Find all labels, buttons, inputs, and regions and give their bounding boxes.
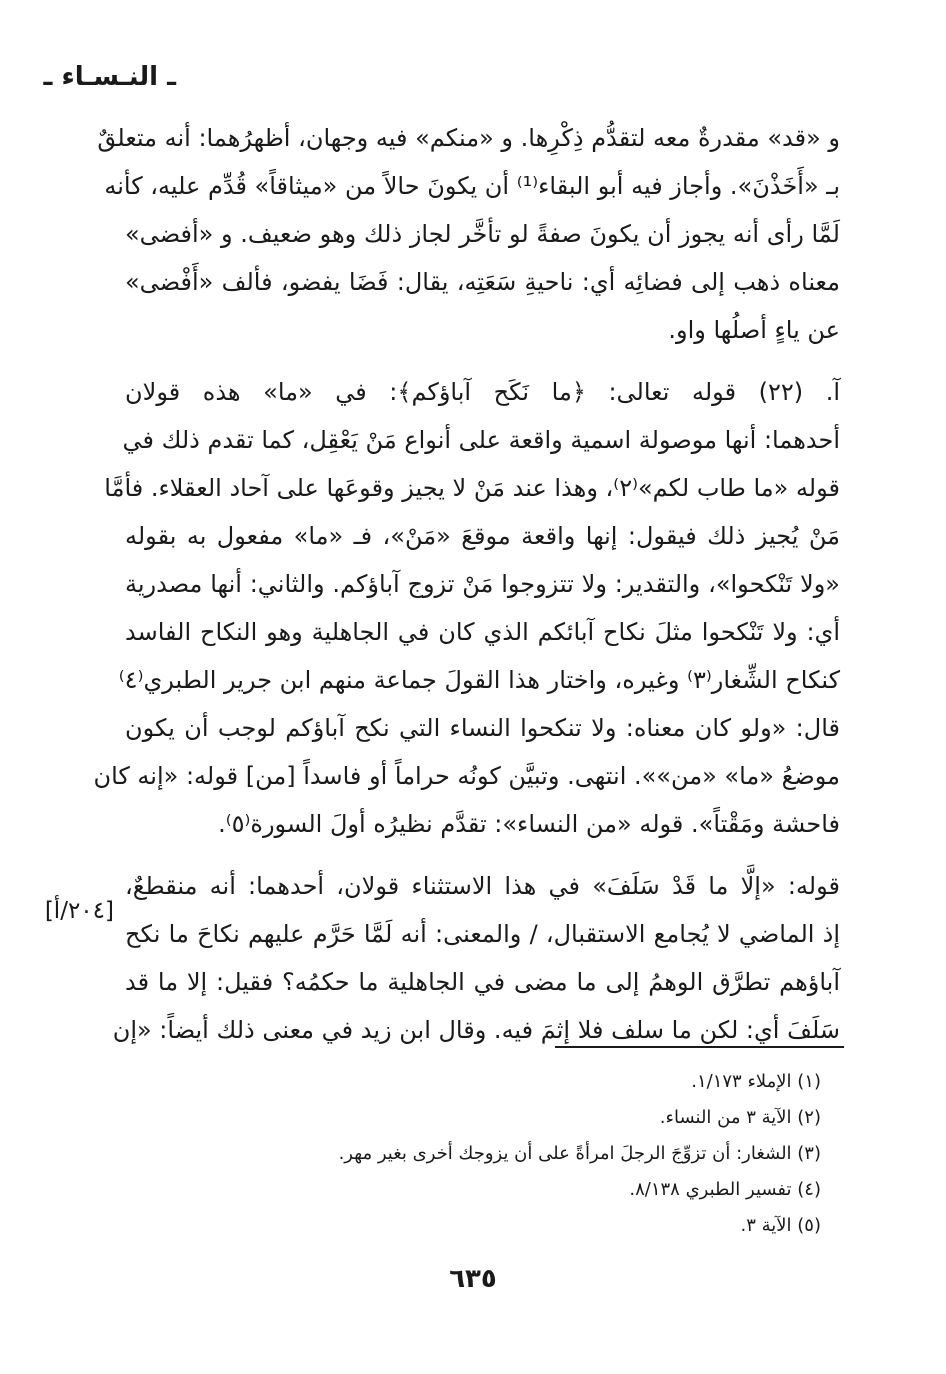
main-text — [93, 114, 840, 1054]
page-number: ٦٣٥ — [449, 1264, 497, 1294]
text-line: قوله «ما طاب لكم»⁽٢⁾، وهذا عند مَنْ لا يجيز وقوعَها على آحاد العقلاء. فأمَّا — [104, 474, 840, 502]
paragraph-1 — [97, 114, 840, 354]
text-line: قوله: «إلَّا ما قَدْ سَلَفَ» في هذا الاستثناء قولان، أحدهما: أنه منقطعٌ، — [125, 872, 840, 900]
footnote: (١) الإملاء ١/١٧٣. — [691, 1071, 821, 1092]
paragraph-3 — [112, 862, 840, 1054]
footnotes — [339, 1064, 821, 1244]
paragraph-2 — [93, 368, 840, 848]
text-line: و «قد» مقدرةٌ معه لتقدُّم ذِكْرِها. و «منكم» فيه وجهان، أظهرُهما: أنه متعلقٌ — [97, 124, 840, 152]
manuscript-folio-marker: [٢٠٤/أ] — [44, 898, 114, 924]
text-line: قال: «ولو كان معناه: ولا تنكحوا النساء التي نكح آباؤكم لوجب أن يكون — [125, 714, 840, 742]
text-line: فاحشة ومَقْتاً». قوله «من النساء»: تقدَّم نظيرُه أولَ السورة⁽٥⁾. — [218, 810, 840, 838]
text-line: آباؤهم تطرَّق الوهمُ إلى ما مضى في الجاهلية ما حكمُه؟ فقيل: إلا ما قد — [125, 968, 840, 996]
text-line: لَمَّا رأى أنه يجوز أن يكونَ صفةً لو تأخَّر لجاز ذلك وهو ضعيف. و «أفضى» — [125, 220, 840, 248]
footnote: (٤) تفسير الطبري ٨/١٣٨. — [629, 1179, 821, 1200]
text-line: سَلَفَ أي: لكن ما سلف فلا إثمَ فيه. وقال ابن زيد في معنى ذلك أيضاً: «إن — [112, 1016, 840, 1044]
text-line: معناه ذهب إلى فضائِه أي: ناحيةِ سَعَتِه، يقال: فَضَا يفضو، فألف «أَفْضى» — [125, 268, 840, 296]
text-line: موضعُ «ما» «من»». انتهى. وتبيَّن كونُه حراماً أو فاسداً [من] قوله: «إنه كان — [93, 762, 840, 790]
footnote: (٢) الآية ٣ من النساء. — [659, 1107, 821, 1128]
text-line: مَنْ يُجيز ذلك فيقول: إنها واقعة موقعَ «مَنْ»، فـ «ما» مفعول به بقوله — [125, 522, 840, 550]
running-header: ـ النـسـاء ـ — [43, 62, 176, 92]
text-line: أحدهما: أنها موصولة اسمية واقعة على أنواع مَنْ يَعْقِل، كما تقدم ذلك في — [122, 426, 840, 454]
footnote: (٥) الآية ٣. — [740, 1215, 821, 1236]
text-line: أي: ولا تَنْكحوا مثلَ نكاح آبائكم الذي كان في الجاهلية وهو النكاح الفاسد — [125, 618, 840, 646]
text-line: بـ «أَخَذْنَ». وأجاز فيه أبو البقاء⁽¹⁾ أن يكونَ حالاً من «ميثاقاً» قُدِّم عليه، كأنه — [104, 172, 840, 200]
footnote-divider — [555, 1046, 844, 1048]
text-line: عن ياءٍ أصلُها واو. — [668, 316, 840, 344]
footnote: (٣) الشغار: أن تزوِّجَ الرجلَ امرأةً على أن يزوجك أخرى بغير مهر. — [338, 1143, 821, 1164]
text-line: كنكاح الشِّغار⁽٣⁾ وغيره، واختار هذا القولَ جماعة منهم ابن جرير الطبري⁽٤⁾ — [118, 666, 840, 694]
text-line: إذ الماضي لا يُجامع الاستقبال، / والمعنى: أنه لَمَّا حَرَّم عليهم نكاحَ ما نكح — [125, 920, 840, 948]
text-line: آ. (٢٢) قوله تعالى: ﴿ما نَكَح آباؤكم﴾: في «ما» هذه قولان — [125, 378, 840, 406]
text-line: «ولا تَنْكحوا»، والتقدير: ولا تتزوجوا مَنْ تزوج آباؤكم. والثاني: أنها مصدرية — [125, 570, 840, 598]
